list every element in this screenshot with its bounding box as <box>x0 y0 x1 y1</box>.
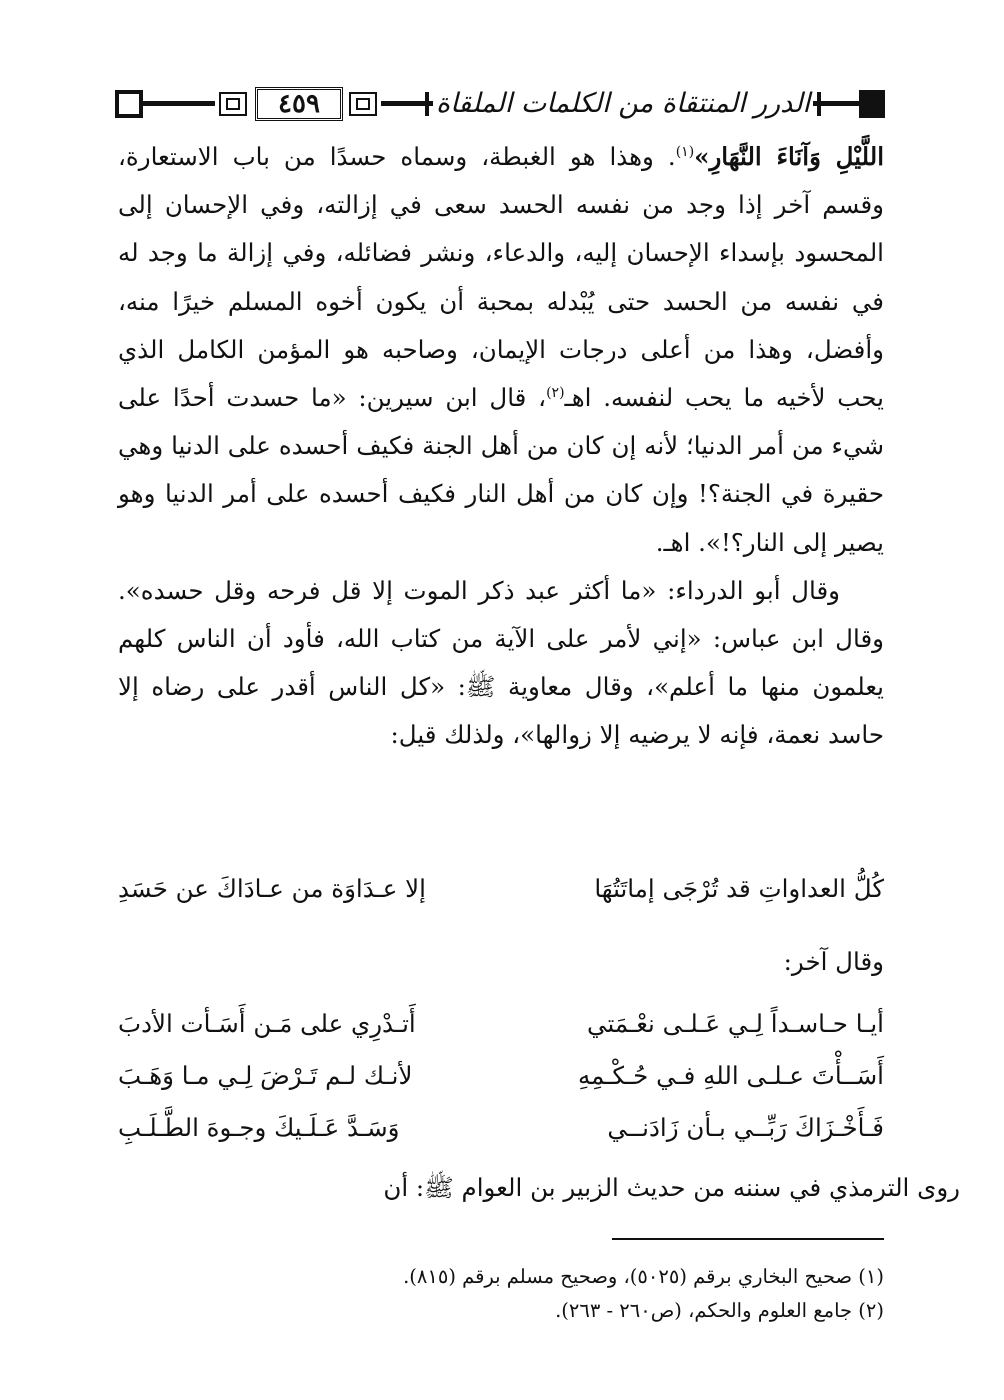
footnote-ref-2[interactable]: (٢) <box>546 384 565 401</box>
closing-line: روى الترمذي في سننه من حديث الزبير بن العوام ﷺ: أن <box>383 1173 960 1202</box>
ornament-knot-right <box>349 92 377 116</box>
paragraph-1-text-a: . وهذا هو الغبطة، وسماه حسدًا من باب الاستعارة، وقسم آخر إذا وجد من نفسه الحسد سعى في إزالته، وفي الإحسان إلى المحسود بإسداء الإحسان إليه، والدعاء، ونشر فضائله، وفي إزالة ما وجد له في نفسه من الحسد حتى يُبْدله بمحبة أن يكون أخوه المسلم خيرًا منه، وأفضل، وهذا من أعلى درجات الإيمان، وصاحبه هو المؤمن الكامل الذي يحب لأخيه ما يحب لنفسه. اهـ <box>118 142 884 413</box>
book-title: الدرر المنتقاة من الكلمات الملقاة <box>433 82 813 126</box>
paragraph-1 <box>118 133 884 567</box>
header-rule-left <box>143 101 215 106</box>
poem-2-verse-3-first: فَـأَخْـزَاكَ رَبِّــي بـأن زَادَنــي <box>607 1113 884 1142</box>
header-rule-right <box>821 101 861 106</box>
main-text <box>118 133 884 760</box>
poem-1-second-hemistich: إلا عـدَاوَة من عـادَاكَ عن حَسَدِ <box>118 874 426 903</box>
poem-2-verse-1-second: أَتـدْرِي على مَـن أَسَـأت الأدبَ <box>118 1009 416 1038</box>
paragraph-1-text-b: ، قال ابن سيرين: «ما حسدت أحدًا على شيء من أمر الدنيا؛ لأنه إن كان من أهل الجنة فكيف أحسده على الدنيا وهي حقيرة في الجنة؟! وإن كان من أهل النار فكيف أحسده على أمر الدنيا وهو يصير إلى النار؟!». اهـ. <box>118 383 884 557</box>
poem-2-verse-2-first: أَسَــأْتَ عـلـى اللهِ فـي حُـكْـمِهِ <box>577 1061 884 1090</box>
header-square-left <box>115 90 143 118</box>
ornament-knot-left <box>219 92 247 116</box>
poem-2-verse-2 <box>118 1052 884 1100</box>
footnote-1: (١) صحيح البخاري برقم (٥٠٢٥)، وصحيح مسلم برقم (٨١٥). <box>403 1265 884 1288</box>
poem-1-first-hemistich: كُلُّ العداواتِ قد تُرْجَى إماتَتُهَا <box>594 874 884 903</box>
poem-1-verse <box>118 865 884 913</box>
quran-quote: اللَّيْلِ وَآنَاءَ النَّهَارِ» <box>694 142 885 171</box>
header-square-right <box>859 90 885 118</box>
page-number-ornament <box>213 84 383 124</box>
poem-2-verse-1 <box>118 1000 884 1048</box>
footnote-separator <box>612 1238 884 1240</box>
poem-2-verse-3 <box>118 1104 884 1152</box>
poem-2-intro: وقال آخر: <box>783 947 884 976</box>
footnote-2: (٢) جامع العلوم والحكم، (ص٢٦٠ - ٢٦٣). <box>555 1299 884 1322</box>
page-number: ٤٥٩ <box>278 89 320 119</box>
poem-2-verse-3-second: وَسَـدَّ عَـلَـيكَ وجـوهَ الطَّـلَـبِ <box>118 1113 400 1142</box>
page-header <box>115 82 885 126</box>
poem-2-verse-1-first: أيـا حـاسـداً لِـي عَـلـى نعْـمَتي <box>587 1009 884 1038</box>
footnote-ref-1[interactable]: (١) <box>675 143 695 160</box>
paragraph-2: وقال أبو الدرداء: «ما أكثر عبد ذكر الموت إلا قل فرحه وقل حسده». وقال ابن عباس: «إني لأمر على الآية من كتاب الله، فأود أن الناس كلهم يعلمون منها ما أعلم»، وقال معاوية ﷺ: «كل الناس أقدر على رضاه إلا حاسد نعمة، فإنه لا يرضيه إلا زوالها»، ولذلك قيل: <box>118 575 884 750</box>
poem-2-verse-2-second: لأنـك لـم تَـرْضَ لِـي مـا وَهَـبَ <box>118 1061 413 1090</box>
header-divider-left <box>425 92 429 116</box>
